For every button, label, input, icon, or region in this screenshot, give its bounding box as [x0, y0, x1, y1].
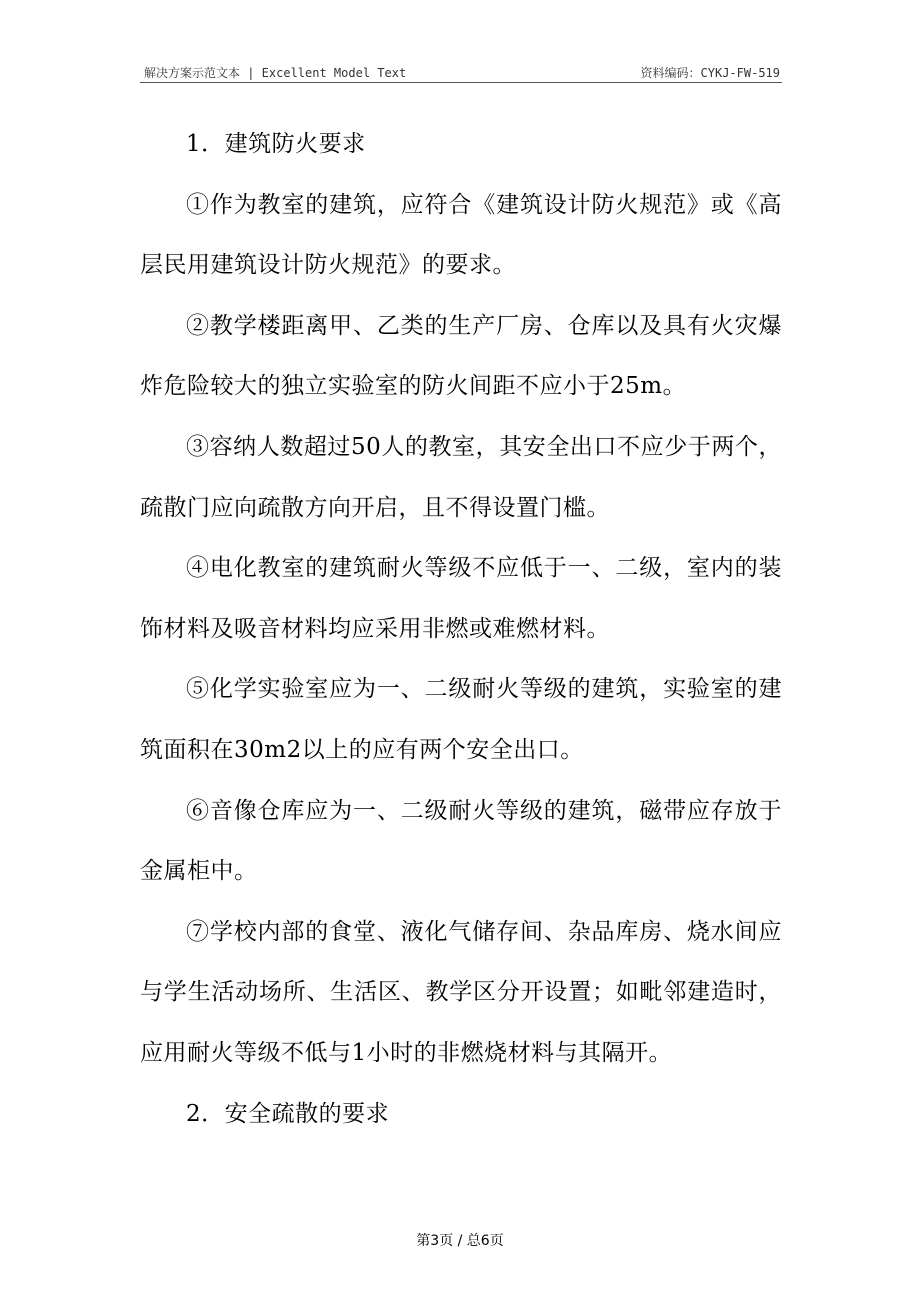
header-document-code: 资料编码：CYKJ-FW-519: [640, 66, 780, 80]
paragraph: ④电化教室的建筑耐火等级不应低于一、二级，室内的装饰材料及吸音材料均应采用非燃或难燃材料。: [140, 555, 782, 642]
page-number: 第3页 / 总6页: [416, 1233, 504, 1249]
header-title: 解决方案示范文本 | Excellent Model Text: [144, 66, 407, 80]
paragraph: ②教学楼距离甲、乙类的生产厂房、仓库以及具有火灾爆炸危险较大的独立实验室的防火间距不应小于25m。: [140, 312, 782, 400]
section-heading: 1．建筑防火要求: [186, 131, 366, 157]
paragraph: ⑥音像仓库应为一、二级耐火等级的建筑，磁带应存放于金属柜中。: [140, 797, 782, 885]
page-header: [140, 62, 782, 83]
paragraph: ③容纳人数超过50人的教室，其安全出口不应少于两个，疏散门应向疏散方向开启，且不得设置门槛。: [140, 433, 782, 521]
paragraph: ⑤化学实验室应为一、二级耐火等级的建筑，实验室的建筑面积在30m2以上的应有两个安全出口。: [140, 676, 782, 763]
paragraph: ①作为教室的建筑，应符合《建筑设计防火规范》或《高层民用建筑设计防火规范》的要求。: [140, 191, 782, 279]
page-footer: [0, 1230, 920, 1250]
paragraph: ⑦学校内部的食堂、液化气储存间、杂品库房、烧水间应与学生活动场所、生活区、教学区分开设置；如毗邻建造时，应用耐火等级不低与1小时的非燃烧材料与其隔开。: [140, 918, 782, 1066]
document-body: [140, 114, 782, 1144]
section-heading: 2．安全疏散的要求: [186, 1100, 390, 1127]
